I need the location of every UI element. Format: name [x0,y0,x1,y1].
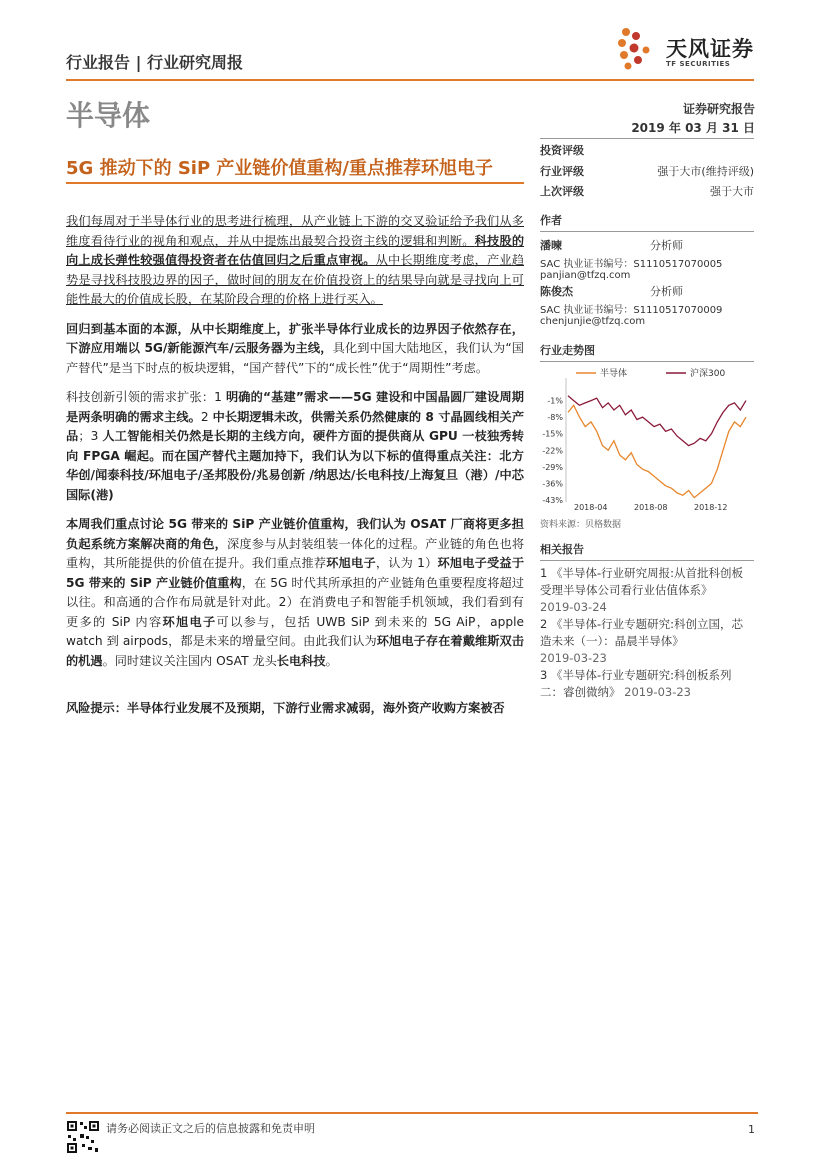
title-rule [66,182,524,184]
author-email[interactable]: chenjunjie@tfzq.com [540,316,646,327]
text: ；3 [78,429,103,443]
text-bold: 人工智能相关仍然是长期的主线方向，硬件方面的提供商从 GPU 一枝独秀转向 FPGA 崛起。而在国产替代主题加持下，我们认为以下标的值得重点关注：北方华创/闻泰科技/环旭电子/圣邦股份/兆易创新 /纳思达/长电科技/上海复旦（港）/中芯国际(港) [66,429,524,502]
y-tick-label: -22% [542,446,563,456]
related-item[interactable] [540,667,754,701]
risk-warning: 风险提示：半导体行业发展不及预期，下游行业需求减弱，海外资产收购方案被否 [66,701,505,715]
legend-label: 半导体 [600,369,628,379]
divider [540,560,754,561]
divider [540,231,754,232]
paragraph-2 [66,320,524,379]
text-bold: 明确的“基建”需求——5G 建设和中国晶圆厂建设周期是两条明确的需求主线。 [66,390,524,424]
trend-heading: 行业走势图 [540,344,595,357]
author-cert: SAC 执业证书编号：S1110517070005 [540,259,723,270]
related-item-text: 2 《半导体-行业专题研究:科创立国，芯造未来（一）：晶晨半导体》 [540,617,743,648]
text: 。同时建议关注国内 OSAT 龙头 [102,653,277,668]
related-item-date: 2019-03-24 [540,600,607,614]
related-item[interactable] [540,565,754,616]
text-bold: 科技股的向上成长弹性较强值得投资者在估值回归之后重点审视。 [66,233,525,267]
y-tick-label: -36% [542,479,563,489]
y-tick-label: -29% [542,462,563,472]
author-name: 潘暕 [540,239,562,252]
rating-box [540,138,754,199]
author-name: 陈俊杰 [540,285,573,298]
author-block [540,237,754,281]
text-bold: 回归到基本面的本源，从中长期维度上，扩张半导体行业成长的边界因子依然存在，下游应用端以 5G/新能源汽车/云服务器为主线， [66,321,524,355]
author-email[interactable]: panjian@tfzq.com [540,270,631,281]
text: ，在 5G 时代其所承担的产业链角色重要程度将超过以往。和高通的合作布局就是针对此。2）在消费电子和智能手机领域，我们看到有更多的 SiP 内容 [66,575,524,629]
text: 我们每周对于半导体行业的思考进行梳理，从产业链上下游的交叉验证给予我们从多维度看待行业的视角和观点，并从中提炼出最契合投资主线的逻辑和判断。 [66,214,524,248]
text: 可以参与，包括 UWB SiP 到未来的 5G AiP，apple watch 到 airpods，都是未来的增量空间。由此我们认为 [66,614,524,648]
text: 具化到中国大陆地区，我们认为“国产替代”是当下时点的板块逻辑，“国产替代”下的“成长性”优于“周期性”考虑。 [66,341,524,375]
text: 。 [325,653,338,668]
related-box [540,541,754,701]
related-item-text: 3 《半导体-行业专题研究:科创板系列二：睿创微纳》 [540,668,732,699]
report-type: 证券研究报告 [682,102,755,116]
disclaimer-notice[interactable]: 请务必阅读正文之后的信息披露和免责申明 [106,1122,315,1135]
author-role: 分析师 [650,285,683,298]
report-date: 2019 年 03 月 31 日 [631,121,755,135]
text: 科技创新引领的需求扩张：1 [66,390,226,404]
divider [540,361,754,362]
y-tick-label: -8% [547,413,563,423]
chart-source: 资料来源：贝格数据 [540,520,622,530]
trend-chart [540,364,754,512]
paragraph-3 [66,388,524,505]
related-item-date: 2019-03-23 [540,651,607,665]
text-bold: 环旭电子存在着戴维斯双击的机遇 [66,634,524,668]
rating-heading: 投资评级 [540,144,584,157]
report-category: 行业报告 | 行业研究周报 [66,53,243,72]
industry-title: 半导体 [66,99,151,132]
related-item[interactable] [540,616,754,667]
related-item-text: 1 《半导体-行业研究周报:从首批科创板受理半导体公司看行业估值体系》 [540,566,743,597]
main-body [66,212,524,719]
text-bold: 环旭电子 [326,556,376,570]
related-item-date: 2019-03-23 [624,685,691,699]
paragraph-4 [66,515,524,671]
legend-label: 沪深300 [690,369,726,379]
industry-rating-value: 强于大市(维持评级) [657,165,754,178]
related-heading: 相关报告 [540,543,584,556]
text: 产业趋势是寻找科技股边界的因子，做时间的朋友在价值投资上的结果导向就是寻找向上可能性最大的价值成长股，在某阶段合理的价格上进行买入。 [66,253,525,306]
divider [540,138,754,139]
industry-rating-label: 行业评级 [540,165,584,178]
y-tick-label: -15% [542,429,563,439]
authors-box [540,212,754,327]
text-bold: 本周我们重点讨论 5G 带来的 SiP 产业链价值重构，我们认为 OSAT 厂商将更多担负起系统方案解决商的角色， [66,517,524,551]
x-tick-label: 2018-12 [694,503,728,512]
author-role: 分析师 [650,239,683,252]
y-tick-label: -43% [542,496,563,505]
author-cert: SAC 执业证书编号：S1110517070009 [540,305,723,316]
author-block [540,283,754,327]
brand-name-en: TF SECURITIES [666,60,731,68]
y-tick-label: -1% [547,396,563,406]
last-rating-value: 强于大市 [710,185,754,198]
text: ，认为 1） [375,556,438,570]
text: 从中长期维度考虑， [375,253,488,267]
series-line [568,396,746,446]
x-tick-label: 2018-08 [634,503,668,512]
text-bold: 环旭电子受益于 5G 带来的 SiP 产业链价值重构 [66,556,525,590]
trend-box [540,342,754,530]
footer-rule [66,1112,758,1114]
page-number: 1 [748,1123,755,1136]
last-rating-label: 上次评级 [540,185,584,198]
x-tick-label: 2018-04 [574,503,608,512]
text: 深度参与从封装组装一体化的过程。产业链的角色也将重构，其所能提供的价值在提升。我们重点推荐 [66,536,525,570]
header-rule [66,79,754,81]
text-bold: 长电科技 [276,653,326,668]
authors-heading: 作者 [540,214,562,227]
brand-name-cn: 天风证券 [666,37,754,61]
text: 2 [200,409,213,424]
text-bold: 环旭电子 [162,614,217,629]
qr-code-icon [66,1120,100,1154]
paragraph-1 [66,212,524,310]
report-title: 5G 推动下的 SiP 产业链价值重构/重点推荐环旭电子 [66,158,493,179]
text-bold: 中长期逻辑未改，供需关系仍然健康的 8 寸晶圆线相关产品 [66,409,525,443]
